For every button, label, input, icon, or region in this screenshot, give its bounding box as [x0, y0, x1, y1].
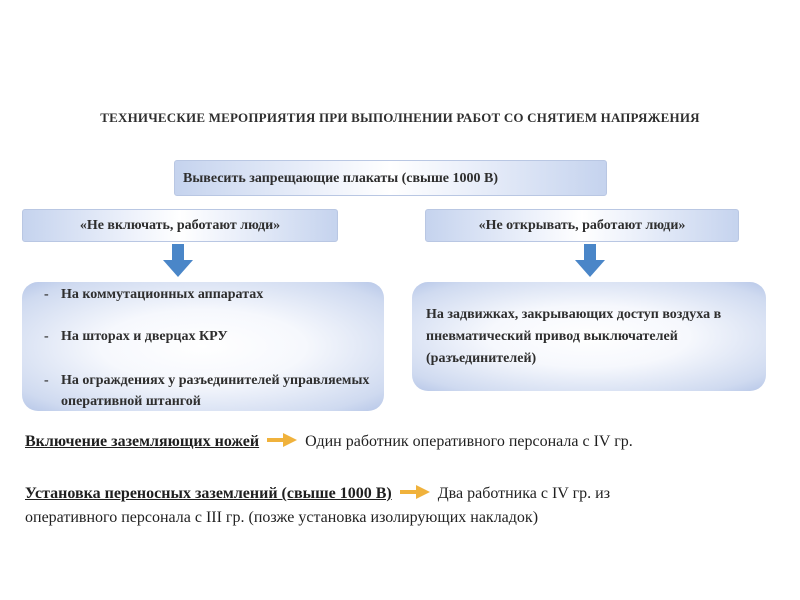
list-item — [44, 370, 391, 412]
note-term: Включение заземляющих ножей — [25, 433, 260, 450]
note-text: Два работника с IV гр. из — [437, 485, 611, 502]
note-line — [25, 482, 785, 506]
diagram-title: ТЕХНИЧЕСКИЕ МЕРОПРИЯТИЯ ПРИ ВЫПОЛНЕНИИ РАБОТ СО СНЯТИЕМ НАПРЯЖЕНИЯ — [100, 110, 700, 125]
right-branch-label: «Не открывать, работают люди» — [425, 209, 739, 242]
note-text-continuation: оперативного персонала с III гр. (позже установка изолирующих накладок) — [25, 509, 539, 526]
left-locations-box — [22, 282, 384, 411]
top-box-posters: Вывесить запрещающие плакаты (свыше 1000 В) — [174, 160, 607, 196]
note-text: Один работник оперативного персонала с IV гр. — [305, 433, 633, 450]
list-dash: - — [44, 287, 49, 302]
down-arrow-icon — [574, 244, 606, 278]
arrow-pointer-icon — [400, 485, 430, 499]
note-term: Установка переносных заземлений (свыше 1000 В) — [25, 485, 392, 502]
right-location-box: На задвижках, закрывающих доступ воздуха в пневматический привод выключателей (разъединителей) — [412, 282, 766, 391]
list-dash: - — [44, 329, 49, 344]
left-branch-label: «Не включать, работают люди» — [22, 209, 338, 242]
list-item-text: На шторах и дверцах КРУ — [61, 329, 228, 344]
down-arrow-icon — [162, 244, 194, 278]
arrow-pointer-icon — [267, 433, 297, 447]
list-item-text: На коммутационных аппаратах — [61, 287, 264, 302]
list-item-text: На ограждениях у разъединителей управляемых оперативной штангой — [61, 373, 370, 409]
list-item — [44, 326, 391, 347]
note-portable-grounding — [25, 482, 785, 530]
list-dash: - — [44, 373, 49, 388]
note-grounding-knives — [25, 433, 633, 451]
list-item — [44, 284, 391, 305]
